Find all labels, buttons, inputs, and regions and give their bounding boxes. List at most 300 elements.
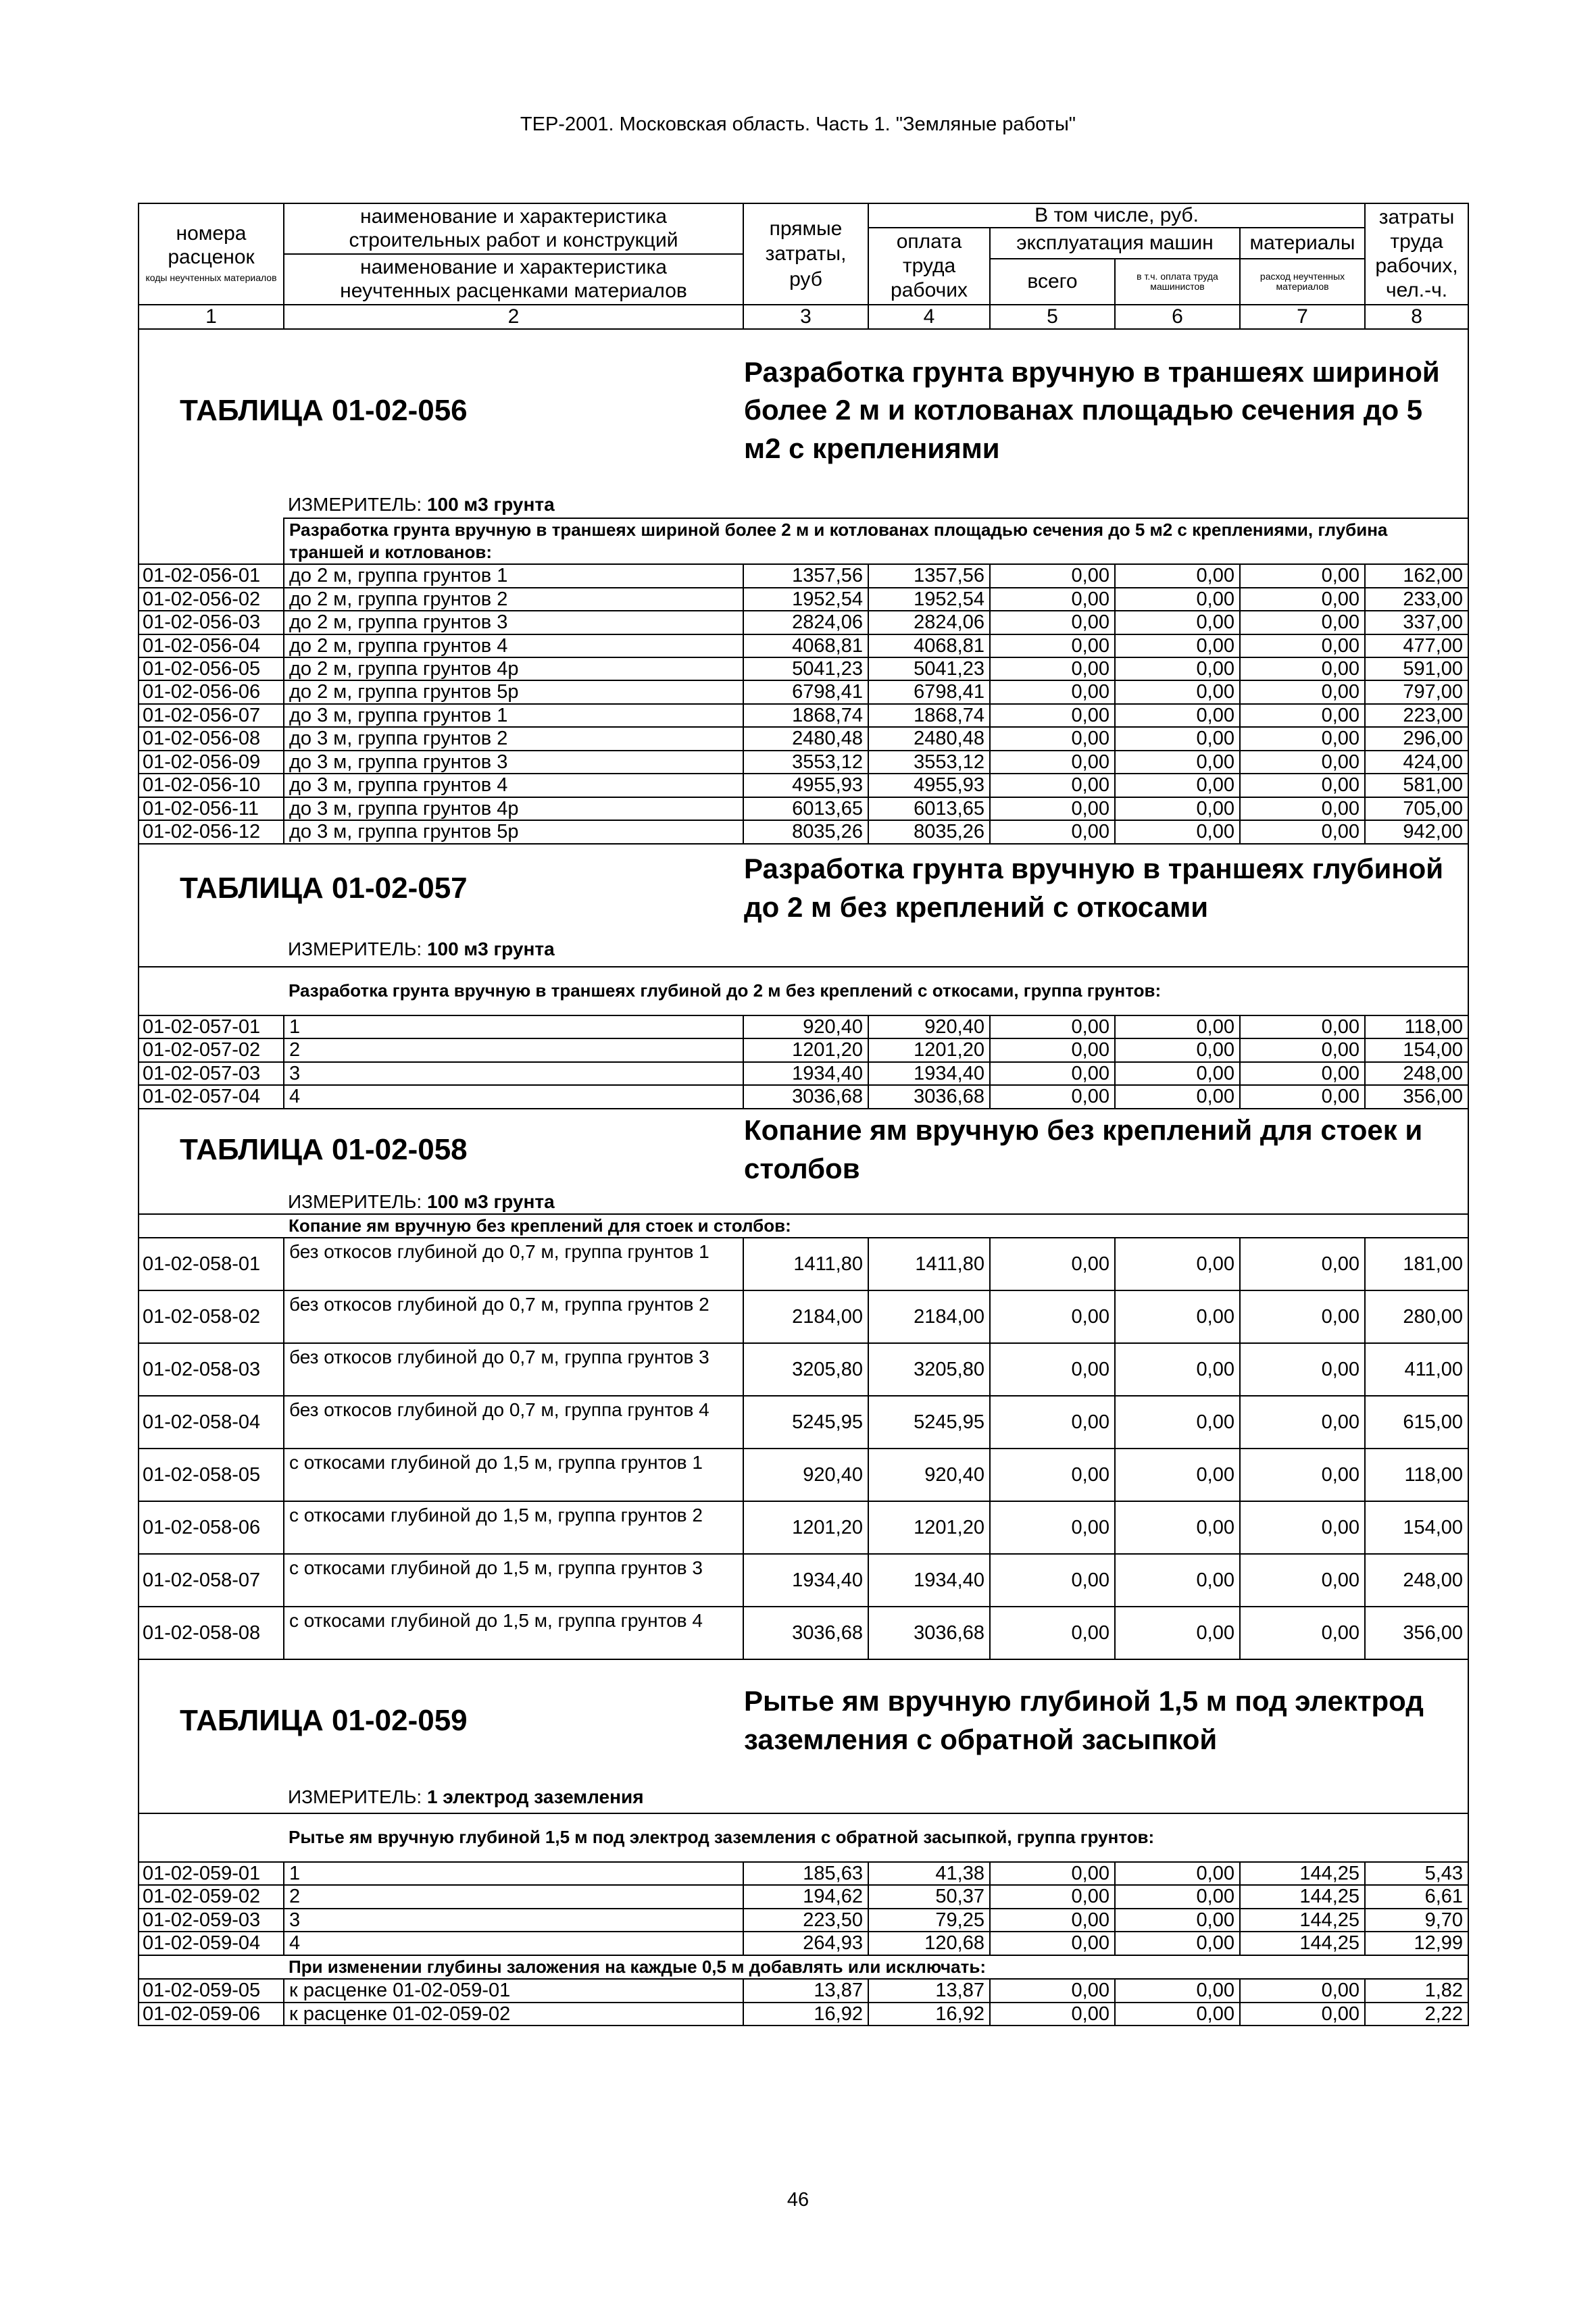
header-col8: затраты труда рабочих, чел.-ч. (1365, 203, 1468, 305)
rate-code: 01-02-059-02 (139, 1885, 284, 1908)
labor-pay: 8035,26 (868, 820, 990, 843)
direct-cost: 3205,80 (743, 1343, 868, 1396)
table-row (139, 1932, 1468, 1955)
machine-total: 0,00 (990, 1501, 1115, 1554)
machine-total: 0,00 (990, 1038, 1115, 1061)
machine-total: 0,00 (990, 774, 1115, 797)
work-name: 2 (284, 1038, 743, 1061)
measure-unit: ИЗМЕРИТЕЛЬ: 100 м3 грунта (288, 1190, 555, 1212)
rate-code: 01-02-056-10 (139, 774, 284, 797)
direct-cost: 1934,40 (743, 1554, 868, 1607)
labor-pay: 2184,00 (868, 1290, 990, 1343)
direct-cost: 1868,74 (743, 704, 868, 727)
work-name: 3 (284, 1062, 743, 1085)
table-row (139, 564, 1468, 587)
work-name: до 3 м, группа грунтов 4 (284, 774, 743, 797)
labor-pay: 79,25 (868, 1909, 990, 1932)
col-number: 8 (1365, 305, 1468, 329)
machine-total: 0,00 (990, 1238, 1115, 1290)
measure-unit: ИЗМЕРИТЕЛЬ: 1 электрод заземления (288, 1786, 644, 1808)
work-name: с откосами глубиной до 1,5 м, группа грунтов 2 (284, 1501, 743, 1554)
col-number: 1 (139, 305, 284, 329)
rate-code: 01-02-058-03 (139, 1343, 284, 1396)
rate-code: 01-02-059-01 (139, 1862, 284, 1885)
work-name: до 2 м, группа грунтов 4 (284, 634, 743, 657)
labor-pay: 920,40 (868, 1015, 990, 1038)
table-row (139, 634, 1468, 657)
work-name: до 3 м, группа грунтов 1 (284, 704, 743, 727)
direct-cost: 1934,40 (743, 1062, 868, 1085)
table-title: Рытье ям вручную глубиной 1,5 м под электрод заземления с обратной засыпкой (744, 1685, 1424, 1755)
machine-total: 0,00 (990, 634, 1115, 657)
labor-pay: 1868,74 (868, 704, 990, 727)
work-name: 4 (284, 1085, 743, 1108)
direct-cost: 5245,95 (743, 1396, 868, 1449)
labor-hours: 356,00 (1365, 1607, 1468, 1659)
labor-pay: 3205,80 (868, 1343, 990, 1396)
materials: 0,00 (1240, 1015, 1365, 1038)
machine-total: 0,00 (990, 1085, 1115, 1108)
materials: 0,00 (1240, 1343, 1365, 1396)
measure-unit: ИЗМЕРИТЕЛЬ: 100 м3 грунта (288, 493, 555, 515)
direct-cost: 6013,65 (743, 797, 868, 820)
machinist-pay: 0,00 (1115, 751, 1240, 774)
col-number: 6 (1115, 305, 1240, 329)
table-title: Разработка грунта вручную в траншеях шириной более 2 м и котлованах площадью сечения до 5 м2 с креплениями (744, 355, 1440, 464)
page-number: 46 (787, 2189, 809, 2211)
labor-pay: 1952,54 (868, 588, 990, 611)
machinist-pay: 0,00 (1115, 634, 1240, 657)
labor-pay: 920,40 (868, 1449, 990, 1501)
section-058 (139, 1109, 1468, 1238)
labor-pay: 3036,68 (868, 1607, 990, 1659)
labor-hours: 296,00 (1365, 727, 1468, 750)
rate-code: 01-02-058-07 (139, 1554, 284, 1607)
rate-code: 01-02-056-08 (139, 727, 284, 750)
machine-total: 0,00 (990, 564, 1115, 587)
header-col1: номера расценок коды неучтенных материалов (139, 203, 284, 305)
labor-hours: 223,00 (1365, 704, 1468, 727)
table-number: ТАБЛИЦА 01-02-057 (180, 872, 468, 905)
table-row (139, 1979, 1468, 2002)
header-group: В том числе, руб. (868, 203, 1365, 228)
machinist-pay: 0,00 (1115, 774, 1240, 797)
rate-code: 01-02-059-03 (139, 1909, 284, 1932)
labor-pay: 1934,40 (868, 1062, 990, 1085)
section-lead: Разработка грунта вручную в траншеях глубиной до 2 м без креплений с откосами, группа грунтов: (284, 967, 1468, 1015)
table-row (139, 1290, 1468, 1343)
direct-cost: 8035,26 (743, 820, 868, 843)
direct-cost: 1411,80 (743, 1238, 868, 1290)
machinist-pay: 0,00 (1115, 1909, 1240, 1932)
rate-code: 01-02-056-01 (139, 564, 284, 587)
labor-hours: 581,00 (1365, 774, 1468, 797)
labor-pay: 16,92 (868, 2003, 990, 2026)
labor-pay: 13,87 (868, 1979, 990, 2002)
labor-pay: 1934,40 (868, 1554, 990, 1607)
rate-code: 01-02-058-08 (139, 1607, 284, 1659)
materials: 0,00 (1240, 1554, 1365, 1607)
rate-code: 01-02-056-06 (139, 680, 284, 703)
direct-cost: 4955,93 (743, 774, 868, 797)
direct-cost: 920,40 (743, 1449, 868, 1501)
labor-hours: 2,22 (1365, 2003, 1468, 2026)
machinist-pay: 0,00 (1115, 1238, 1240, 1290)
machinist-pay: 0,00 (1115, 727, 1240, 750)
table-row (139, 704, 1468, 727)
machine-total: 0,00 (990, 680, 1115, 703)
labor-hours: 424,00 (1365, 751, 1468, 774)
rate-code: 01-02-056-12 (139, 820, 284, 843)
rate-code: 01-02-057-04 (139, 1085, 284, 1108)
labor-hours: 162,00 (1365, 564, 1468, 587)
labor-hours: 248,00 (1365, 1062, 1468, 1085)
labor-hours: 9,70 (1365, 1909, 1468, 1932)
machinist-pay: 0,00 (1115, 1085, 1240, 1108)
materials: 0,00 (1240, 1085, 1365, 1108)
header-col3: прямые затраты, руб (743, 203, 868, 305)
labor-hours: 591,00 (1365, 657, 1468, 680)
work-name: с откосами глубиной до 1,5 м, группа грунтов 4 (284, 1607, 743, 1659)
direct-cost: 3036,68 (743, 1085, 868, 1108)
materials: 0,00 (1240, 727, 1365, 750)
labor-pay: 3036,68 (868, 1085, 990, 1108)
labor-pay: 6798,41 (868, 680, 990, 703)
section-059 (139, 1659, 1468, 1862)
direct-cost: 194,62 (743, 1885, 868, 1908)
work-name: 3 (284, 1909, 743, 1932)
col-number: 5 (990, 305, 1115, 329)
machinist-pay: 0,00 (1115, 704, 1240, 727)
machinist-pay: 0,00 (1115, 1449, 1240, 1501)
table-row (139, 1862, 1468, 1885)
header-col5: всего (990, 259, 1115, 305)
col-number: 3 (743, 305, 868, 329)
materials: 0,00 (1240, 820, 1365, 843)
table-row (139, 797, 1468, 820)
machine-total: 0,00 (990, 1015, 1115, 1038)
materials: 0,00 (1240, 1607, 1365, 1659)
table-header (139, 203, 1468, 329)
labor-hours: 154,00 (1365, 1038, 1468, 1061)
table-row (139, 1885, 1468, 1908)
labor-hours: 797,00 (1365, 680, 1468, 703)
machinist-pay: 0,00 (1115, 1015, 1240, 1038)
machinist-pay: 0,00 (1115, 1396, 1240, 1449)
header-numbers (139, 305, 1468, 329)
materials: 0,00 (1240, 751, 1365, 774)
table-row (139, 1015, 1468, 1038)
labor-pay: 4068,81 (868, 634, 990, 657)
rate-code: 01-02-059-06 (139, 2003, 284, 2026)
direct-cost: 264,93 (743, 1932, 868, 1955)
direct-cost: 1357,56 (743, 564, 868, 587)
labor-pay: 6013,65 (868, 797, 990, 820)
rate-code: 01-02-056-07 (139, 704, 284, 727)
direct-cost: 13,87 (743, 1979, 868, 2002)
work-name: 1 (284, 1015, 743, 1038)
rate-code: 01-02-056-11 (139, 797, 284, 820)
materials: 0,00 (1240, 1501, 1365, 1554)
materials: 0,00 (1240, 611, 1365, 634)
machinist-pay: 0,00 (1115, 1979, 1240, 2002)
labor-pay: 1201,20 (868, 1501, 990, 1554)
materials: 0,00 (1240, 588, 1365, 611)
header-col7: материалы (1240, 228, 1365, 259)
work-name: до 2 м, группа грунтов 1 (284, 564, 743, 587)
labor-hours: 248,00 (1365, 1554, 1468, 1607)
table-row (139, 588, 1468, 611)
direct-cost: 1201,20 (743, 1501, 868, 1554)
direct-cost: 4068,81 (743, 634, 868, 657)
work-name: к расценке 01-02-059-02 (284, 2003, 743, 2026)
labor-hours: 154,00 (1365, 1501, 1468, 1554)
machinist-pay: 0,00 (1115, 1062, 1240, 1085)
machine-total: 0,00 (990, 1343, 1115, 1396)
header-col56: эксплуатация машин (990, 228, 1240, 259)
labor-hours: 118,00 (1365, 1449, 1468, 1501)
work-name: без откосов глубиной до 0,7 м, группа грунтов 2 (284, 1290, 743, 1343)
rate-code: 01-02-058-06 (139, 1501, 284, 1554)
work-name: до 3 м, группа грунтов 2 (284, 727, 743, 750)
labor-pay: 4955,93 (868, 774, 990, 797)
machinist-pay: 0,00 (1115, 1607, 1240, 1659)
col-number: 7 (1240, 305, 1365, 329)
materials: 0,00 (1240, 657, 1365, 680)
direct-cost: 223,50 (743, 1909, 868, 1932)
materials: 0,00 (1240, 1238, 1365, 1290)
section-056 (139, 329, 1468, 565)
labor-pay: 1201,20 (868, 1038, 990, 1061)
table-row (139, 820, 1468, 843)
labor-pay: 3553,12 (868, 751, 990, 774)
header-col2: наименование и характеристика строительных работ и конструкций наименование и характеристика неучтенных расценками материалов (284, 203, 743, 305)
work-name: без откосов глубиной до 0,7 м, группа грунтов 1 (284, 1238, 743, 1290)
header-col4: оплата труда рабочих (868, 228, 990, 305)
machine-total: 0,00 (990, 657, 1115, 680)
labor-pay: 5245,95 (868, 1396, 990, 1449)
machine-total: 0,00 (990, 727, 1115, 750)
table-number: ТАБЛИЦА 01-02-056 (180, 393, 468, 427)
labor-hours: 118,00 (1365, 1015, 1468, 1038)
direct-cost: 5041,23 (743, 657, 868, 680)
table-row (139, 1343, 1468, 1396)
work-name: с откосами глубиной до 1,5 м, группа грунтов 3 (284, 1554, 743, 1607)
direct-cost: 185,63 (743, 1862, 868, 1885)
header-col7-small: расход неучтенных материалов (1240, 259, 1365, 305)
rate-code: 01-02-056-03 (139, 611, 284, 634)
machinist-pay: 0,00 (1115, 657, 1240, 680)
header-col6: в т.ч. оплата труда машинистов (1115, 259, 1240, 305)
materials: 0,00 (1240, 774, 1365, 797)
machine-total: 0,00 (990, 1290, 1115, 1343)
labor-hours: 615,00 (1365, 1396, 1468, 1449)
table-row (139, 774, 1468, 797)
materials: 144,25 (1240, 1862, 1365, 1885)
rate-code: 01-02-058-01 (139, 1238, 284, 1290)
work-name: 2 (284, 1885, 743, 1908)
direct-cost: 6798,41 (743, 680, 868, 703)
labor-pay: 1357,56 (868, 564, 990, 587)
table-row (139, 1085, 1468, 1108)
table-row (139, 2003, 1468, 2026)
machine-total: 0,00 (990, 611, 1115, 634)
rate-code: 01-02-057-02 (139, 1038, 284, 1061)
machine-total: 0,00 (990, 1932, 1115, 1955)
table-row (139, 611, 1468, 634)
machine-total: 0,00 (990, 751, 1115, 774)
machine-total: 0,00 (990, 2003, 1115, 2026)
work-name: до 3 м, группа грунтов 5р (284, 820, 743, 843)
section-lead: Рытье ям вручную глубиной 1,5 м под электрод заземления с обратной засыпкой, группа грунтов: (284, 1813, 1468, 1862)
price-sheet (138, 203, 1468, 2026)
machinist-pay: 0,00 (1115, 1885, 1240, 1908)
direct-cost: 1952,54 (743, 588, 868, 611)
rate-code: 01-02-057-01 (139, 1015, 284, 1038)
direct-cost: 920,40 (743, 1015, 868, 1038)
work-name: без откосов глубиной до 0,7 м, группа грунтов 3 (284, 1343, 743, 1396)
rate-code: 01-02-059-05 (139, 1979, 284, 2002)
machinist-pay: 0,00 (1115, 588, 1240, 611)
rate-code: 01-02-057-03 (139, 1062, 284, 1085)
direct-cost: 2480,48 (743, 727, 868, 750)
rate-code: 01-02-058-05 (139, 1449, 284, 1501)
materials: 0,00 (1240, 1062, 1365, 1085)
rate-code: 01-02-056-09 (139, 751, 284, 774)
labor-pay: 50,37 (868, 1885, 990, 1908)
materials: 144,25 (1240, 1932, 1365, 1955)
section-057 (139, 844, 1468, 1015)
table-row (139, 1238, 1468, 1290)
machine-total: 0,00 (990, 1979, 1115, 2002)
materials: 144,25 (1240, 1909, 1365, 1932)
work-name: до 2 м, группа грунтов 5р (284, 680, 743, 703)
table-row (139, 727, 1468, 750)
work-name: до 3 м, группа грунтов 4р (284, 797, 743, 820)
labor-pay: 120,68 (868, 1932, 990, 1955)
machine-total: 0,00 (990, 588, 1115, 611)
direct-cost: 16,92 (743, 2003, 868, 2026)
work-name: 4 (284, 1932, 743, 1955)
work-name: с откосами глубиной до 1,5 м, группа грунтов 1 (284, 1449, 743, 1501)
labor-pay: 2480,48 (868, 727, 990, 750)
rate-code: 01-02-058-04 (139, 1396, 284, 1449)
machinist-pay: 0,00 (1115, 1038, 1240, 1061)
table-row (139, 1909, 1468, 1932)
measure-unit: ИЗМЕРИТЕЛЬ: 100 м3 грунта (288, 938, 555, 960)
labor-hours: 1,82 (1365, 1979, 1468, 2002)
machine-total: 0,00 (990, 1554, 1115, 1607)
materials: 0,00 (1240, 1038, 1365, 1061)
section-lead: Разработка грунта вручную в траншеях шириной более 2 м и котлованах площадью сечения до 5 м2 с креплениями, глубина траншей и котлованов: (284, 518, 1468, 565)
labor-hours: 337,00 (1365, 611, 1468, 634)
table-row (139, 1449, 1468, 1501)
machine-total: 0,00 (990, 704, 1115, 727)
machinist-pay: 0,00 (1115, 1501, 1240, 1554)
rate-code: 01-02-058-02 (139, 1290, 284, 1343)
work-name: до 2 м, группа грунтов 3 (284, 611, 743, 634)
col-number: 4 (868, 305, 990, 329)
table-row (139, 1607, 1468, 1659)
work-name: к расценке 01-02-059-01 (284, 1979, 743, 2002)
labor-hours: 477,00 (1365, 634, 1468, 657)
work-name: до 2 м, группа грунтов 4р (284, 657, 743, 680)
machinist-pay: 0,00 (1115, 2003, 1240, 2026)
direct-cost: 2184,00 (743, 1290, 868, 1343)
machinist-pay: 0,00 (1115, 797, 1240, 820)
machine-total: 0,00 (990, 1062, 1115, 1085)
col-number: 2 (284, 305, 743, 329)
table-number: ТАБЛИЦА 01-02-059 (180, 1704, 468, 1738)
materials: 0,00 (1240, 1290, 1365, 1343)
labor-pay: 41,38 (868, 1862, 990, 1885)
machine-total: 0,00 (990, 797, 1115, 820)
section-lead-2: При изменении глубины заложения на каждые 0,5 м добавлять или исключать: (284, 1955, 1468, 1979)
machinist-pay: 0,00 (1115, 1290, 1240, 1343)
rate-code: 01-02-059-04 (139, 1932, 284, 1955)
labor-hours: 233,00 (1365, 588, 1468, 611)
machinist-pay: 0,00 (1115, 1932, 1240, 1955)
machinist-pay: 0,00 (1115, 1862, 1240, 1885)
machine-total: 0,00 (990, 1396, 1115, 1449)
work-name: без откосов глубиной до 0,7 м, группа грунтов 4 (284, 1396, 743, 1449)
direct-cost: 1201,20 (743, 1038, 868, 1061)
labor-hours: 411,00 (1365, 1343, 1468, 1396)
labor-hours: 6,61 (1365, 1885, 1468, 1908)
table-row (139, 1396, 1468, 1449)
machine-total: 0,00 (990, 1449, 1115, 1501)
materials: 0,00 (1240, 2003, 1365, 2026)
materials: 0,00 (1240, 634, 1365, 657)
direct-cost: 3036,68 (743, 1607, 868, 1659)
labor-hours: 181,00 (1365, 1238, 1468, 1290)
labor-hours: 12,99 (1365, 1932, 1468, 1955)
machine-total: 0,00 (990, 1885, 1115, 1908)
machine-total: 0,00 (990, 1607, 1115, 1659)
machine-total: 0,00 (990, 820, 1115, 843)
labor-hours: 356,00 (1365, 1085, 1468, 1108)
table-number: ТАБЛИЦА 01-02-058 (180, 1132, 468, 1166)
machinist-pay: 0,00 (1115, 1343, 1240, 1396)
materials: 0,00 (1240, 1449, 1365, 1501)
table-row (139, 1038, 1468, 1061)
machinist-pay: 0,00 (1115, 1554, 1240, 1607)
section-lead: Копание ям вручную без креплений для стоек и столбов: (284, 1214, 1468, 1238)
table-row (139, 1062, 1468, 1085)
rate-code: 01-02-056-05 (139, 657, 284, 680)
machine-total: 0,00 (990, 1862, 1115, 1885)
machine-total: 0,00 (990, 1909, 1115, 1932)
work-name: до 2 м, группа грунтов 2 (284, 588, 743, 611)
materials: 0,00 (1240, 1979, 1365, 2002)
labor-hours: 5,43 (1365, 1862, 1468, 1885)
table-row (139, 751, 1468, 774)
price-table (138, 203, 1469, 2026)
direct-cost: 2824,06 (743, 611, 868, 634)
machinist-pay: 0,00 (1115, 611, 1240, 634)
table-row (139, 1501, 1468, 1554)
labor-pay: 2824,06 (868, 611, 990, 634)
table-row (139, 680, 1468, 703)
machinist-pay: 0,00 (1115, 820, 1240, 843)
labor-hours: 942,00 (1365, 820, 1468, 843)
table-title: Копание ям вручную без креплений для стоек и столбов (744, 1113, 1423, 1184)
materials: 0,00 (1240, 564, 1365, 587)
labor-hours: 705,00 (1365, 797, 1468, 820)
direct-cost: 3553,12 (743, 751, 868, 774)
materials: 0,00 (1240, 704, 1365, 727)
materials: 0,00 (1240, 797, 1365, 820)
